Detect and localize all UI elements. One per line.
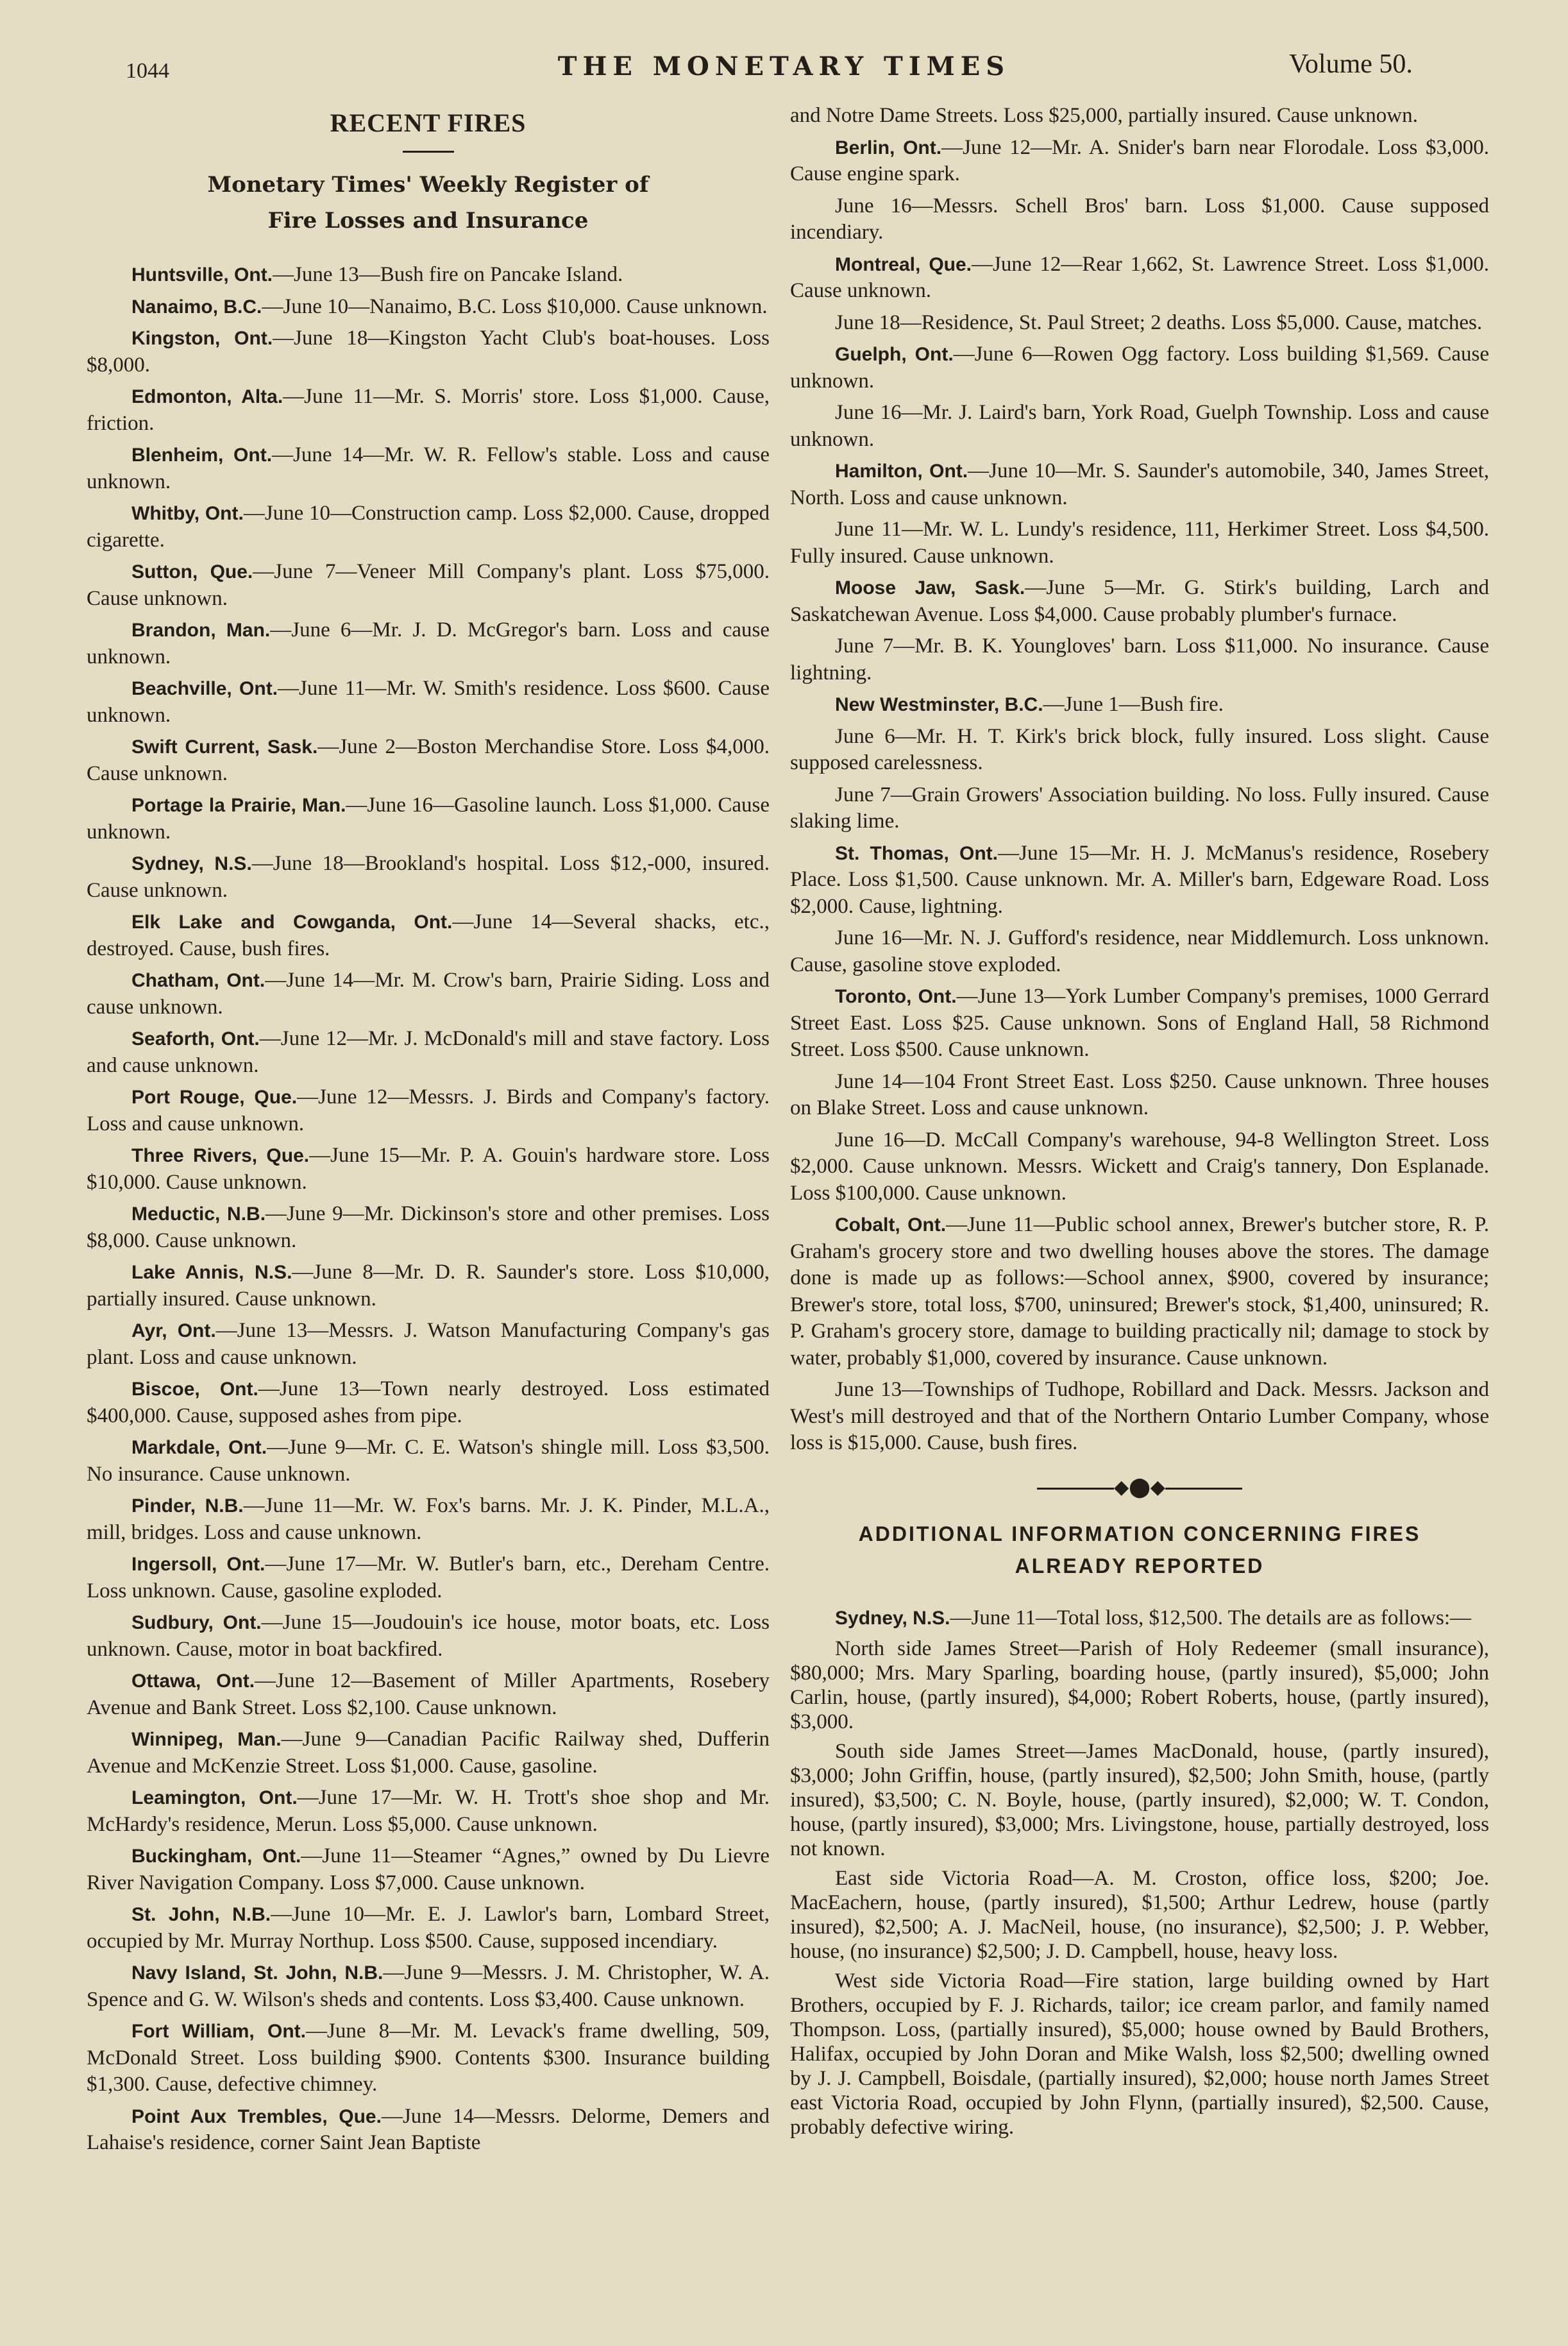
- place-name: New Westminster, B.C.: [835, 694, 1043, 715]
- additional-info-title: ADDITIONAL INFORMATION CONCERNING FIRES ALREADY REPORTED: [858, 1522, 1421, 1577]
- entry-text: —June 13—York Lumber Company's premises, 1000 Gerrard Street East. Loss $25. Cause unknown. Sons of England Hall, 58 Richmond Street. Loss $500. Cause unknown.: [790, 985, 1489, 1061]
- fire-entry: [87, 1668, 770, 1721]
- title-rule: [403, 151, 454, 153]
- fire-entry: [87, 2104, 770, 2157]
- fire-entry: [790, 575, 1489, 628]
- place-name: Toronto, Ont.: [835, 986, 957, 1007]
- entry-text: —June 13—Town nearly destroyed. Loss estimated $400,000. Cause, supposed ashes from pipe.: [87, 1377, 770, 1427]
- entry-text: —June 7—Veneer Mill Company's plant. Loss $75,000. Cause unknown.: [87, 560, 770, 610]
- entry-text: —June 15—Joudouin's ice house, motor boats, etc. Loss unknown. Cause, motor in boat backfired.: [87, 1611, 770, 1661]
- place-name: St. Thomas, Ont.: [835, 842, 999, 864]
- place-name: Cobalt, Ont.: [835, 1214, 947, 1236]
- place-name: Whitby, Ont.: [131, 503, 244, 524]
- place-name: Huntsville, Ont.: [131, 264, 273, 285]
- fire-sub-entry: June 16—Messrs. Schell Bros' barn. Loss $1,000. Cause supposed incendiary.: [790, 194, 1489, 244]
- fire-entry: [87, 294, 770, 321]
- place-name: Port Rouge, Que.: [131, 1087, 298, 1108]
- place-name: Meductic, N.B.: [131, 1203, 266, 1225]
- ornament-divider: [790, 1476, 1489, 1499]
- entry-text: —June 5—Mr. G. Stirk's building, Larch and Saskatchewan Avenue. Loss $4,000. Cause probably plumber's furnace.: [790, 576, 1489, 626]
- fire-entry: [87, 500, 770, 554]
- entry-text: —June 12—Mr. J. McDonald's mill and stave factory. Loss and cause unknown.: [87, 1027, 770, 1077]
- entry-text: —June 6—Mr. J. D. McGregor's barn. Loss and cause unknown.: [87, 618, 770, 668]
- place-name: Guelph, Ont.: [835, 344, 954, 365]
- fire-sub-entry: June 16—Mr. N. J. Gufford's residence, near Middlemurch. Loss unknown. Cause, gasoline stove exploded.: [790, 926, 1489, 976]
- fire-entry: [87, 2018, 770, 2098]
- fire-entry: [87, 1610, 770, 1663]
- entry-text: —June 11—Total loss, $12,500. The details are as follows:—: [950, 1606, 1472, 1629]
- place-name: Ayr, Ont.: [131, 1320, 216, 1341]
- entry-text: —June 13—Messrs. J. Watson Manufacturing Company's gas plant. Loss and cause unknown.: [87, 1319, 770, 1369]
- entry-text: —June 13—Bush fire on Pancake Island.: [273, 263, 623, 286]
- entry-text: —June 12—Messrs. J. Birds and Company's factory. Loss and cause unknown.: [87, 1085, 770, 1135]
- fire-entry: [87, 1843, 770, 1896]
- fire-sub-entry: June 14—104 Front Street East. Loss $250. Cause unknown. Three houses on Blake Street. Loss and cause unknown.: [790, 1069, 1489, 1119]
- entry-text: —June 14—Mr. M. Crow's barn, Prairie Siding. Loss and cause unknown.: [87, 969, 770, 1019]
- place-name: Hamilton, Ont.: [835, 461, 968, 482]
- fire-entry: [87, 909, 770, 962]
- entry-text: —June 2—Boston Merchandise Store. Loss $4,000. Cause unknown.: [87, 735, 770, 785]
- fire-sub-entry: June 18—Residence, St. Paul Street; 2 deaths. Loss $5,000. Cause, matches.: [835, 310, 1483, 334]
- fire-entry: [790, 458, 1489, 511]
- place-name: Kingston, Ont.: [131, 328, 273, 349]
- fire-entry: [87, 617, 770, 670]
- place-name: Biscoe, Ont.: [131, 1379, 258, 1400]
- fire-sub-entry: June 13—Townships of Tudhope, Robillard and Dack. Messrs. Jackson and West's mill destroyed and that of the Northern Ontario Lumber Company, whose loss is $15,000. Cause, bush fires.: [790, 1378, 1489, 1454]
- fire-entry: [87, 734, 770, 787]
- entry-text: —June 11—Mr. W. Fox's barns. Mr. J. K. Pinder, M.L.A., mill, bridges. Loss and cause unknown.: [87, 1494, 770, 1544]
- place-name: Berlin, Ont.: [835, 137, 942, 158]
- entry-text: —June 9—Mr. C. E. Watson's shingle mill. Loss $3,500. No insurance. Cause unknown.: [87, 1436, 770, 1486]
- fire-entry: [87, 1726, 770, 1780]
- place-name: Beachville, Ont.: [131, 678, 278, 699]
- entry-text: —June 12—Mr. A. Snider's barn near Florodale. Loss $3,000. Cause engine spark.: [790, 135, 1489, 185]
- place-name: St. John, N.B.: [131, 1904, 271, 1925]
- left-column: [87, 103, 770, 2162]
- entry-text: —June 15—Mr. H. J. McManus's residence, Rosebery Place. Loss $1,500. Cause unknown. Mr. A. Miller's barn, Edgeware Road. Loss $2,000. Cause, lightning.: [790, 841, 1489, 918]
- fire-entry: [790, 983, 1489, 1064]
- fire-entry: [87, 1084, 770, 1137]
- place-name: Winnipeg, Man.: [131, 1729, 282, 1750]
- place-name: Navy Island, St. John, N.B.: [131, 1962, 384, 1984]
- place-name: Seaforth, Ont.: [131, 1028, 260, 1050]
- additional-entry: [790, 1605, 1489, 1632]
- place-name: Moose Jaw, Sask.: [835, 577, 1025, 599]
- fire-entry: [87, 1551, 770, 1604]
- place-name: Edmonton, Alta.: [131, 386, 283, 407]
- place-name: Three Rivers, Que.: [131, 1145, 310, 1166]
- fire-entry: [87, 559, 770, 612]
- entry-text: —June 11—Steamer “Agnes,” owned by Du Lievre River Navigation Company. Loss $7,000. Cause unknown.: [87, 1844, 770, 1894]
- fire-entry: [87, 792, 770, 846]
- diamond-ornament-icon: ◆⬤◆: [1114, 1476, 1165, 1498]
- fire-entry: [790, 341, 1489, 395]
- place-name: Swift Current, Sask.: [131, 736, 318, 758]
- place-name: Point Aux Trembles, Que.: [131, 2105, 382, 2127]
- fire-entry: [87, 1960, 770, 2013]
- entry-text: —June 10—Mr. S. Saunder's automobile, 340, James Street, North. Loss and cause unknown.: [790, 459, 1489, 509]
- place-name: Sudbury, Ont.: [131, 1612, 262, 1633]
- fire-sub-entry: June 11—Mr. W. L. Lundy's residence, 111, Herkimer Street. Loss $4,500. Fully insured. Cause unknown.: [790, 518, 1489, 568]
- fire-entry: [87, 1785, 770, 1838]
- entry-text: —June 17—Mr. W. H. Trott's shoe shop and Mr. McHardy's residence, Merun. Loss $5,000. Cause unknown.: [87, 1786, 770, 1836]
- entry-text: —June 1—Bush fire.: [1043, 693, 1224, 716]
- entry-text: —June 18—Brookland's hospital. Loss $12,-000, insured. Cause unknown.: [87, 852, 770, 902]
- fire-entry: [87, 1434, 770, 1488]
- place-name: Ingersoll, Ont.: [131, 1554, 266, 1575]
- entry-text: —June 14—Mr. W. R. Fellow's stable. Loss and cause unknown.: [87, 443, 770, 493]
- place-name: Brandon, Man.: [131, 620, 271, 641]
- section-subtitle: Monetary Times' Weekly Register of Fire Losses and Insurance: [207, 172, 649, 234]
- place-name: Leamington, Ont.: [131, 1787, 298, 1808]
- detail-paragraph: East side Victoria Road—A. M. Croston, office loss, $200; Joe. MacEachern, house, (partly insured), $1,500; Arthur Ledrew, house (partly insured), $2,500; A. J. MacNeil, house, (no insurance), $2,500; J. P. Webber, house, (no insurance) $2,500; J. D. Campbell, house, heavy loss.: [790, 1867, 1489, 1963]
- fire-sub-entry: June 7—Grain Growers' Association building. No loss. Fully insured. Cause slaking lime.: [790, 783, 1489, 833]
- fire-register-list: [87, 262, 770, 2157]
- place-name: Blenheim, Ont.: [131, 445, 273, 466]
- fire-entry: [87, 1901, 770, 1955]
- fire-entry: [790, 135, 1489, 188]
- volume-label: Volume 50.: [1289, 49, 1413, 79]
- page-header: [0, 46, 1568, 85]
- place-name: Ottawa, Ont.: [131, 1670, 255, 1692]
- page-number: 1044: [126, 59, 169, 83]
- place-name: Sydney, N.S.: [131, 853, 252, 874]
- entry-text: —June 9—Mr. Dickinson's store and other premises. Loss $8,000. Cause unknown.: [87, 1202, 770, 1252]
- place-name: Montreal, Que.: [835, 253, 972, 275]
- masthead: THE MONETARY TIMES: [557, 51, 1011, 81]
- detail-paragraph: North side James Street—Parish of Holy Redeemer (small insurance), $80,000; Mrs. Mary Sparling, boarding house, (partly insured), $5,000; John Carlin, house, (partly insured), $4,000; Robert Roberts, house, (partly insured), $3,000.: [790, 1637, 1489, 1733]
- fire-entry: [790, 692, 1489, 718]
- entry-text: —June 6—Rowen Ogg factory. Loss building $1,569. Cause unknown.: [790, 343, 1489, 393]
- entry-text: —June 18—Kingston Yacht Club's boat-houses. Loss $8,000.: [87, 327, 770, 377]
- fire-entry: [87, 1376, 770, 1429]
- place-name: Nanaimo, B.C.: [131, 296, 262, 318]
- place-name: Sutton, Que.: [131, 561, 253, 582]
- entry-text: —June 15—Mr. P. A. Gouin's hardware store. Loss $10,000. Cause unknown.: [87, 1144, 770, 1194]
- details-list: [790, 1636, 1489, 2139]
- right-column: [790, 103, 1489, 2145]
- place-name: Sydney, N.S.: [835, 1607, 950, 1629]
- place-name: Portage la Prairie, Man.: [131, 795, 346, 816]
- section-title: RECENT FIRES: [330, 108, 527, 137]
- entry-text: —June 11—Mr. W. Smith's residence. Loss $600. Cause unknown.: [87, 677, 770, 727]
- place-name: Lake Annis, N.S.: [131, 1262, 292, 1283]
- fire-register-list-continued: [790, 135, 1489, 1457]
- fire-entry: [87, 1201, 770, 1254]
- entry-text: —June 12—Rear 1,662, St. Lawrence Street. Loss $1,000. Cause unknown.: [790, 252, 1490, 302]
- fire-sub-entry: June 16—D. McCall Company's warehouse, 94-8 Wellington Street. Loss $2,000. Cause unknown. Messrs. Wickett and Craig's tannery, Don Esplanade. Loss $100,000. Cause unknown.: [790, 1128, 1489, 1205]
- fire-entry: [87, 384, 770, 437]
- entry-text: —June 14—Several shacks, etc., destroyed. Cause, bush fires.: [87, 910, 770, 960]
- fire-entry: [87, 262, 770, 289]
- place-name: Chatham, Ont.: [131, 970, 266, 991]
- fire-entry: [790, 251, 1489, 305]
- fire-entry: [87, 442, 770, 495]
- entry-text: —June 8—Mr. D. R. Saunder's store. Loss $10,000, partially insured. Cause unknown.: [87, 1261, 770, 1311]
- fire-entry: [87, 851, 770, 904]
- fire-entry: [87, 1143, 770, 1196]
- entry-text: —June 10—Mr. E. J. Lawlor's barn, Lombard Street, occupied by Mr. Murray Northup. Loss $500. Cause, supposed incendiary.: [87, 1903, 770, 1953]
- place-name: Buckingham, Ont.: [131, 1846, 301, 1867]
- entry-text: —June 16—Gasoline launch. Loss $1,000. Cause unknown.: [87, 794, 770, 844]
- entry-text: —June 11—Public school annex, Brewer's butcher store, R. P. Graham's grocery store and two dwelling houses above the stores. The damage done is made up as follows:—School annex, $900, covered by insurance; Brewer's store, total loss, $700, uninsured; Brewer's stock, $1,400, uninsured; R. P. Graham's grocery store, damage to building practically nil; damage to stock by water, probably $1,000, covered by insurance. Cause unknown.: [790, 1213, 1490, 1370]
- fire-sub-entry: June 6—Mr. H. T. Kirk's brick block, fully insured. Loss slight. Cause supposed carelessness.: [790, 724, 1489, 774]
- place-name: Fort William, Ont.: [131, 2021, 307, 2042]
- fire-entry: [87, 676, 770, 729]
- place-name: Markdale, Ont.: [131, 1437, 267, 1458]
- detail-paragraph: South side James Street—James MacDonald, house, (partly insured), $3,000; John Griffin, house, (partly insured), $2,500; John Smith, house, (partly insured), $3,500; C. N. Boyle, house, (partly insured), $2,000; W. T. Condon, house, (partly insured), $3,000; Mrs. Livingstone, house, partially destroyed, loss not known.: [790, 1740, 1489, 1860]
- entry-text: —June 10—Construction camp. Loss $2,000. Cause, dropped cigarette.: [87, 502, 770, 552]
- entry-text: —June 14—Messrs. Delorme, Demers and Lahaise's residence, corner Saint Jean Baptiste: [87, 2104, 770, 2154]
- continued-entry: and Notre Dame Streets. Loss $25,000, partially insured. Cause unknown.: [790, 104, 1418, 127]
- entry-text: —June 10—Nanaimo, B.C. Loss $10,000. Cause unknown.: [262, 294, 768, 318]
- fire-entry: [790, 840, 1489, 921]
- fire-entry: [87, 1318, 770, 1371]
- place-name: Pinder, N.B.: [131, 1495, 244, 1517]
- entry-text: —June 11—Mr. S. Morris' store. Loss $1,000. Cause, friction.: [87, 385, 770, 435]
- fire-entry: [790, 1212, 1489, 1372]
- fire-sub-entry: June 16—Mr. J. Laird's barn, York Road, Guelph Township. Loss and cause unknown.: [790, 401, 1489, 451]
- entry-text: —June 17—Mr. W. Butler's barn, etc., Dereham Centre. Loss unknown. Cause, gasoline exploded.: [87, 1552, 770, 1602]
- entry-text: —June 12—Basement of Miller Apartments, Rosebery Avenue and Bank Street. Loss $2,100. Cause unknown.: [87, 1669, 770, 1719]
- entry-text: —June 9—Messrs. J. M. Christopher, W. A. Spence and G. W. Wilson's sheds and contents. Loss $3,400. Cause unknown.: [87, 1961, 770, 2011]
- fire-entry: [87, 1026, 770, 1079]
- fire-entry: [87, 1259, 770, 1313]
- entry-text: —June 8—Mr. M. Levack's frame dwelling, 509, McDonald Street. Loss building $900. Contents $300. Insurance building $1,300. Cause, defective chimney.: [87, 2019, 770, 2096]
- place-name: Elk Lake and Cowganda, Ont.: [131, 912, 453, 933]
- detail-paragraph: West side Victoria Road—Fire station, large building owned by Hart Brothers, occupied by F. J. Richards, tailor; ice cream parlor, and family named Thompson. Loss, (partially insured), $5,000; house owned by Bauld Brothers, Halifax, occupied by John Doran and Mike Walsh, loss $2,500; dwelling owned by J. J. Campbell, Boisdale, (partially insured), $2,000; house north James Street east Victoria Road, occupied by John Flynn, (partially insured), $2,500. Cause, probably defective wiring.: [790, 1969, 1489, 2139]
- fire-entry: [87, 967, 770, 1021]
- fire-entry: [87, 1493, 770, 1546]
- fire-entry: [87, 325, 770, 378]
- entry-text: —June 9—Canadian Pacific Railway shed, Dufferin Avenue and McKenzie Street. Loss $1,000. Cause, gasoline.: [87, 1728, 770, 1778]
- fire-sub-entry: June 7—Mr. B. K. Youngloves' barn. Loss $11,000. No insurance. Cause lightning.: [790, 634, 1489, 684]
